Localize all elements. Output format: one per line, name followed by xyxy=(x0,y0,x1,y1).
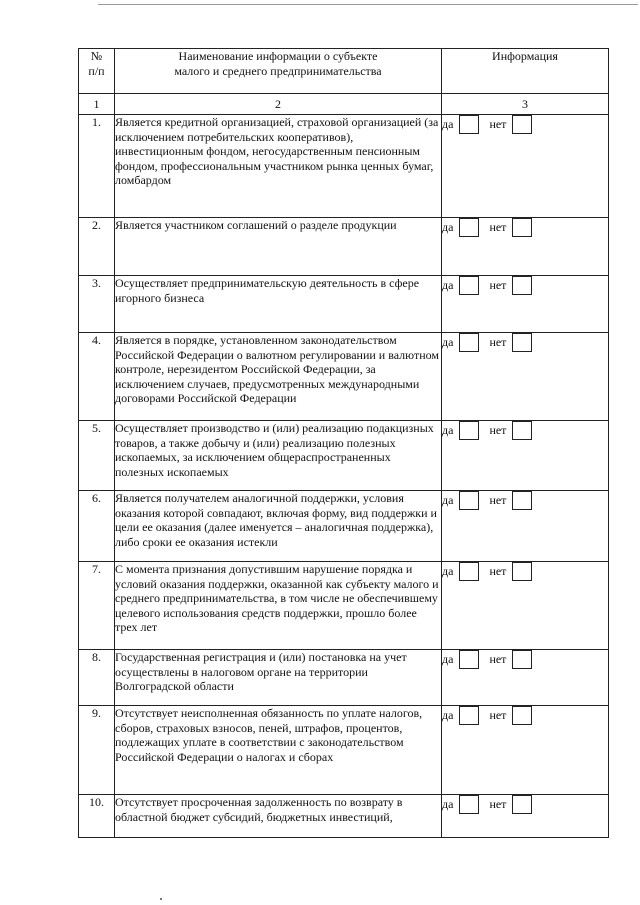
no-label: нет xyxy=(489,652,507,667)
table-row xyxy=(79,333,609,421)
row-answer xyxy=(442,421,609,491)
no-checkbox[interactable] xyxy=(512,562,532,581)
table-row xyxy=(79,115,609,218)
yes-label: да xyxy=(442,797,454,812)
yes-checkbox[interactable] xyxy=(459,333,479,352)
yes-label: да xyxy=(442,493,454,508)
no-checkbox[interactable] xyxy=(512,650,532,669)
no-checkbox[interactable] xyxy=(512,491,532,510)
no-checkbox[interactable] xyxy=(512,795,532,814)
row-answer xyxy=(442,706,609,795)
header-name-text: Наименование информации о субъекте малого и среднего предпринимательства xyxy=(174,49,382,78)
yes-label: да xyxy=(442,564,454,579)
yes-label: да xyxy=(442,117,454,132)
row-number: 10. xyxy=(79,795,115,838)
row-answer xyxy=(442,491,609,562)
row-question: Является получателем аналогичной поддержки, условия оказания которой совпадают, включая форму, вид поддержки и цели ее оказания (далее именуется – аналогичная поддержка), либо сроки ее оказания истекли xyxy=(115,491,442,562)
row-number: 8. xyxy=(79,650,115,706)
row-question: Является кредитной организацией, страховой организацией (за исключением потребительских кооперативов), инвестиционным фондом, негосударственным пенсионным фондом, профессиональным участником рынка ценных бумаг, ломбардом xyxy=(115,115,442,218)
row-number: 3. xyxy=(79,276,115,333)
row-question: Отсутствует неисполненная обязанность по уплате налогов, сборов, страховых взносов, пеней, штрафов, процентов, подлежащих уплате в соответствии с законодательством Российской Федерации о налогах и сборах xyxy=(115,706,442,795)
row-number: 6. xyxy=(79,491,115,562)
row-number: 1. xyxy=(79,115,115,218)
row-number: 9. xyxy=(79,706,115,795)
yes-label: да xyxy=(442,220,454,235)
table-row xyxy=(79,706,609,795)
table-row xyxy=(79,562,609,650)
yes-checkbox[interactable] xyxy=(459,276,479,295)
row-question: Отсутствует просроченная задолженность по возврату в областной бюджет субсидий, бюджетных инвестиций, xyxy=(115,795,442,838)
header-info-text: Информация xyxy=(492,49,558,63)
no-label: нет xyxy=(489,708,507,723)
row-number: 2. xyxy=(79,218,115,276)
table-row xyxy=(79,276,609,333)
table-row xyxy=(79,650,609,706)
header-info xyxy=(442,49,609,94)
row-answer xyxy=(442,218,609,276)
row-question: Государственная регистрация и (или) постановка на учет осуществлены в налоговом органе на территории Волгоградской области xyxy=(115,650,442,706)
no-checkbox[interactable] xyxy=(512,706,532,725)
table-row xyxy=(79,491,609,562)
no-checkbox[interactable] xyxy=(512,333,532,352)
yes-checkbox[interactable] xyxy=(459,218,479,237)
no-label: нет xyxy=(489,797,507,812)
yes-checkbox[interactable] xyxy=(459,650,479,669)
column-number-1: 1 xyxy=(79,94,115,115)
table-header-row xyxy=(79,49,609,94)
no-label: нет xyxy=(489,278,507,293)
table-row xyxy=(79,421,609,491)
no-checkbox[interactable] xyxy=(512,276,532,295)
row-number: 5. xyxy=(79,421,115,491)
yes-checkbox[interactable] xyxy=(459,421,479,440)
yes-label: да xyxy=(442,278,454,293)
no-label: нет xyxy=(489,117,507,132)
table-row xyxy=(79,795,609,838)
row-answer xyxy=(442,562,609,650)
yes-checkbox[interactable] xyxy=(459,491,479,510)
column-number-row xyxy=(79,94,609,115)
scan-speck xyxy=(160,898,162,900)
table-row xyxy=(79,218,609,276)
yes-checkbox[interactable] xyxy=(459,562,479,581)
header-number xyxy=(79,49,115,94)
header-number-text: № п/п xyxy=(88,49,105,78)
no-label: нет xyxy=(489,423,507,438)
yes-checkbox[interactable] xyxy=(459,115,479,134)
no-label: нет xyxy=(489,564,507,579)
row-question: Является участником соглашений о разделе продукции xyxy=(115,218,442,276)
no-label: нет xyxy=(489,335,507,350)
no-checkbox[interactable] xyxy=(512,115,532,134)
yes-label: да xyxy=(442,708,454,723)
yes-label: да xyxy=(442,335,454,350)
no-checkbox[interactable] xyxy=(512,218,532,237)
row-number: 7. xyxy=(79,562,115,650)
row-answer xyxy=(442,115,609,218)
yes-checkbox[interactable] xyxy=(459,706,479,725)
smb-info-form-table xyxy=(78,48,609,838)
row-answer xyxy=(442,650,609,706)
header-name xyxy=(115,49,442,94)
row-question: Осуществляет предпринимательскую деятельность в сфере игорного бизнеса xyxy=(115,276,442,333)
scan-top-edge-line xyxy=(98,4,638,5)
no-checkbox[interactable] xyxy=(512,421,532,440)
row-number: 4. xyxy=(79,333,115,421)
row-answer xyxy=(442,333,609,421)
yes-label: да xyxy=(442,652,454,667)
no-label: нет xyxy=(489,220,507,235)
column-number-3: 3 xyxy=(442,94,609,115)
no-label: нет xyxy=(489,493,507,508)
row-question: Осуществляет производство и (или) реализацию подакцизных товаров, а также добычу и (или) реализацию полезных ископаемых, за исключением общераспространенных полезных ископаемых xyxy=(115,421,442,491)
row-answer xyxy=(442,795,609,838)
yes-checkbox[interactable] xyxy=(459,795,479,814)
row-answer xyxy=(442,276,609,333)
row-question: С момента признания допустившим нарушение порядка и условий оказания поддержки, оказанной как субъекту малого и среднего предпринимательства, в том числе не обеспечившему целевого использования средств поддержки, прошло более трех лет xyxy=(115,562,442,650)
row-question: Является в порядке, установленном законодательством Российской Федерации о валютном регулировании и валютном контроле, нерезидентом Российской Федерации, за исключением случаев, предусмотренных международными договорами Российской Федерации xyxy=(115,333,442,421)
yes-label: да xyxy=(442,423,454,438)
column-number-2: 2 xyxy=(115,94,442,115)
